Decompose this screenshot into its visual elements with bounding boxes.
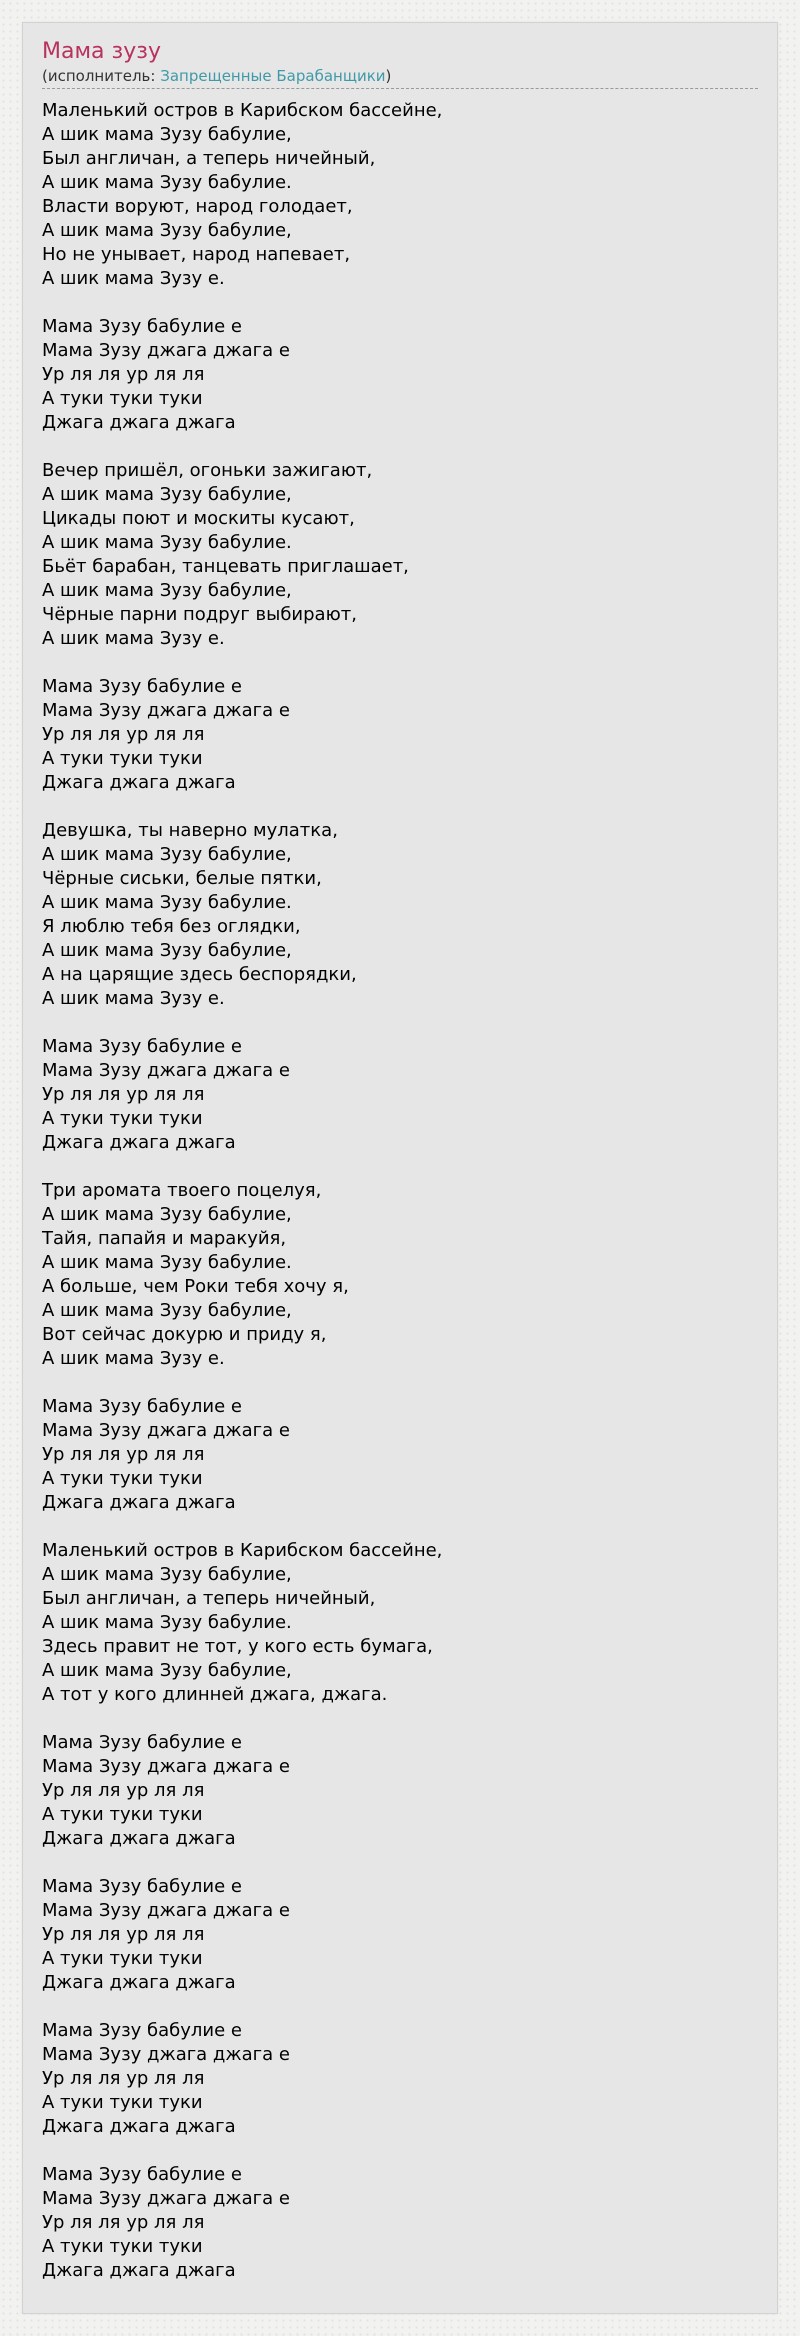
lyrics-line: Ур ля ля ур ля ля [42,724,205,745]
lyrics-line: А шик мама Зузу бабулие, [42,1204,292,1225]
lyrics-line: Мама Зузу бабулие е [42,1036,242,1057]
lyrics-line: Но не унывает, народ напевает, [42,244,351,265]
lyrics-stanza [42,819,758,1011]
lyrics-text [42,99,758,2307]
lyrics-line: Девушка, ты наверно мулатка, [42,820,338,841]
lyrics-stanza [42,459,758,651]
lyrics-line: А шик мама Зузу бабулие. [42,892,292,913]
performer-line [42,67,391,85]
lyrics-line: Ур ля ля ур ля ля [42,1780,205,1801]
performer-prefix: (исполнитель: [42,67,161,85]
lyrics-line: Джага джага джага [42,1972,236,1993]
lyrics-line: Мама Зузу джага джага е [42,700,290,721]
lyrics-stanza [42,1539,758,1707]
lyrics-stanza [42,315,758,435]
lyrics-line: А шик мама Зузу е. [42,988,225,1009]
lyrics-line: Джага джага джага [42,1132,236,1153]
lyrics-line: А шик мама Зузу бабулие, [42,940,292,961]
lyrics-line: Мама Зузу бабулие е [42,2164,242,2185]
lyrics-line: Мама Зузу бабулие е [42,316,242,337]
lyrics-line: Тайя, папайя и маракуйя, [42,1228,287,1249]
performer-suffix: ) [385,67,392,85]
lyrics-line: А шик мама Зузу бабулие, [42,844,292,865]
title-divider [42,88,758,89]
lyrics-line: Джага джага джага [42,772,236,793]
lyrics-line: А шик мама Зузу е. [42,1348,225,1369]
lyrics-line: Джага джага джага [42,2260,236,2281]
lyrics-line: А шик мама Зузу бабулие, [42,484,292,505]
lyrics-card [22,22,778,2314]
lyrics-line: А шик мама Зузу бабулие. [42,1252,292,1273]
lyrics-stanza [42,1179,758,1371]
lyrics-line: Был англичан, а теперь ничейный, [42,148,376,169]
lyrics-line: Был англичан, а теперь ничейный, [42,1588,376,1609]
lyrics-line: Власти воруют, народ голодает, [42,196,353,217]
lyrics-line: Вот сейчас докурю и приду я, [42,1324,327,1345]
lyrics-line: Мама Зузу джага джага е [42,1420,290,1441]
lyrics-line: Джага джага джага [42,412,236,433]
lyrics-line: А больше, чем Роки тебя хочу я, [42,1276,349,1297]
lyrics-line: А туки туки туки [42,748,203,769]
lyrics-line: Мама Зузу бабулие е [42,1732,242,1753]
lyrics-stanza [42,2019,758,2139]
lyrics-line: Мама Зузу джага джага е [42,340,290,361]
lyrics-line: Ур ля ля ур ля ля [42,2068,205,2089]
lyrics-line: Мама Зузу джага джага е [42,1900,290,1921]
lyrics-line: Бьёт барабан, танцевать приглашает, [42,556,409,577]
lyrics-stanza [42,99,758,291]
lyrics-line: Маленький остров в Карибском бассейне, [42,1540,443,1561]
lyrics-line: А шик мама Зузу бабулие. [42,532,292,553]
lyrics-line: А шик мама Зузу бабулие, [42,124,292,145]
lyrics-line: Ур ля ля ур ля ля [42,1084,205,1105]
lyrics-line: Мама Зузу джага джага е [42,2044,290,2065]
lyrics-line: А туки туки туки [42,1108,203,1129]
lyrics-line: Здесь правит не тот, у кого есть бумага, [42,1636,433,1657]
lyrics-stanza [42,1731,758,1851]
lyrics-line: Три аромата твоего поцелуя, [42,1180,322,1201]
lyrics-line: Мама Зузу джага джага е [42,1060,290,1081]
lyrics-line: Я люблю тебя без оглядки, [42,916,301,937]
lyrics-stanza [42,2163,758,2283]
lyrics-line: Мама Зузу бабулие е [42,1396,242,1417]
lyrics-line: Мама Зузу бабулие е [42,676,242,697]
lyrics-stanza [42,675,758,795]
lyrics-line: Цикады поют и москиты кусают, [42,508,355,529]
lyrics-line: А туки туки туки [42,388,203,409]
lyrics-line: А шик мама Зузу е. [42,268,225,289]
lyrics-line: Вечер пришёл, огоньки зажигают, [42,460,373,481]
lyrics-line: А шик мама Зузу е. [42,628,225,649]
lyrics-line: Мама Зузу бабулие е [42,1876,242,1897]
lyrics-line: А шик мама Зузу бабулие, [42,580,292,601]
lyrics-line: А туки туки туки [42,1804,203,1825]
lyrics-line: Ур ля ля ур ля ля [42,1924,205,1945]
lyrics-line: А тот у кого длинней джага, джага. [42,1684,388,1705]
lyrics-stanza [42,1875,758,1995]
lyrics-line: Чёрные парни подруг выбирают, [42,604,357,625]
lyrics-line: Ур ля ля ур ля ля [42,2212,205,2233]
lyrics-line: А туки туки туки [42,1948,203,1969]
lyrics-line: А шик мама Зузу бабулие, [42,1300,292,1321]
lyrics-stanza [42,1395,758,1515]
lyrics-line: Мама Зузу джага джага е [42,1756,290,1777]
lyrics-line: Мама Зузу бабулие е [42,2020,242,2041]
lyrics-line: А туки туки туки [42,2092,203,2113]
lyrics-line: А туки туки туки [42,2236,203,2257]
lyrics-line: А туки туки туки [42,1468,203,1489]
lyrics-line: Джага джага джага [42,2116,236,2137]
lyrics-line: Чёрные сиськи, белые пятки, [42,868,322,889]
lyrics-stanza [42,1035,758,1155]
lyrics-line: А шик мама Зузу бабулие, [42,1564,292,1585]
lyrics-line: А на царящие здесь беспорядки, [42,964,357,985]
lyrics-line: А шик мама Зузу бабулие. [42,1612,292,1633]
lyrics-line: Джага джага джага [42,1828,236,1849]
lyrics-line: А шик мама Зузу бабулие, [42,220,292,241]
lyrics-line: Джага джага джага [42,1492,236,1513]
song-title: Мама зузу [42,39,161,64]
lyrics-line: А шик мама Зузу бабулие. [42,172,292,193]
lyrics-line: Ур ля ля ур ля ля [42,1444,205,1465]
lyrics-line: А шик мама Зузу бабулие, [42,1660,292,1681]
lyrics-line: Ур ля ля ур ля ля [42,364,205,385]
lyrics-line: Мама Зузу джага джага е [42,2188,290,2209]
performer-link[interactable]: Запрещенные Барабанщики [160,67,386,85]
lyrics-line: Маленький остров в Карибском бассейне, [42,100,443,121]
